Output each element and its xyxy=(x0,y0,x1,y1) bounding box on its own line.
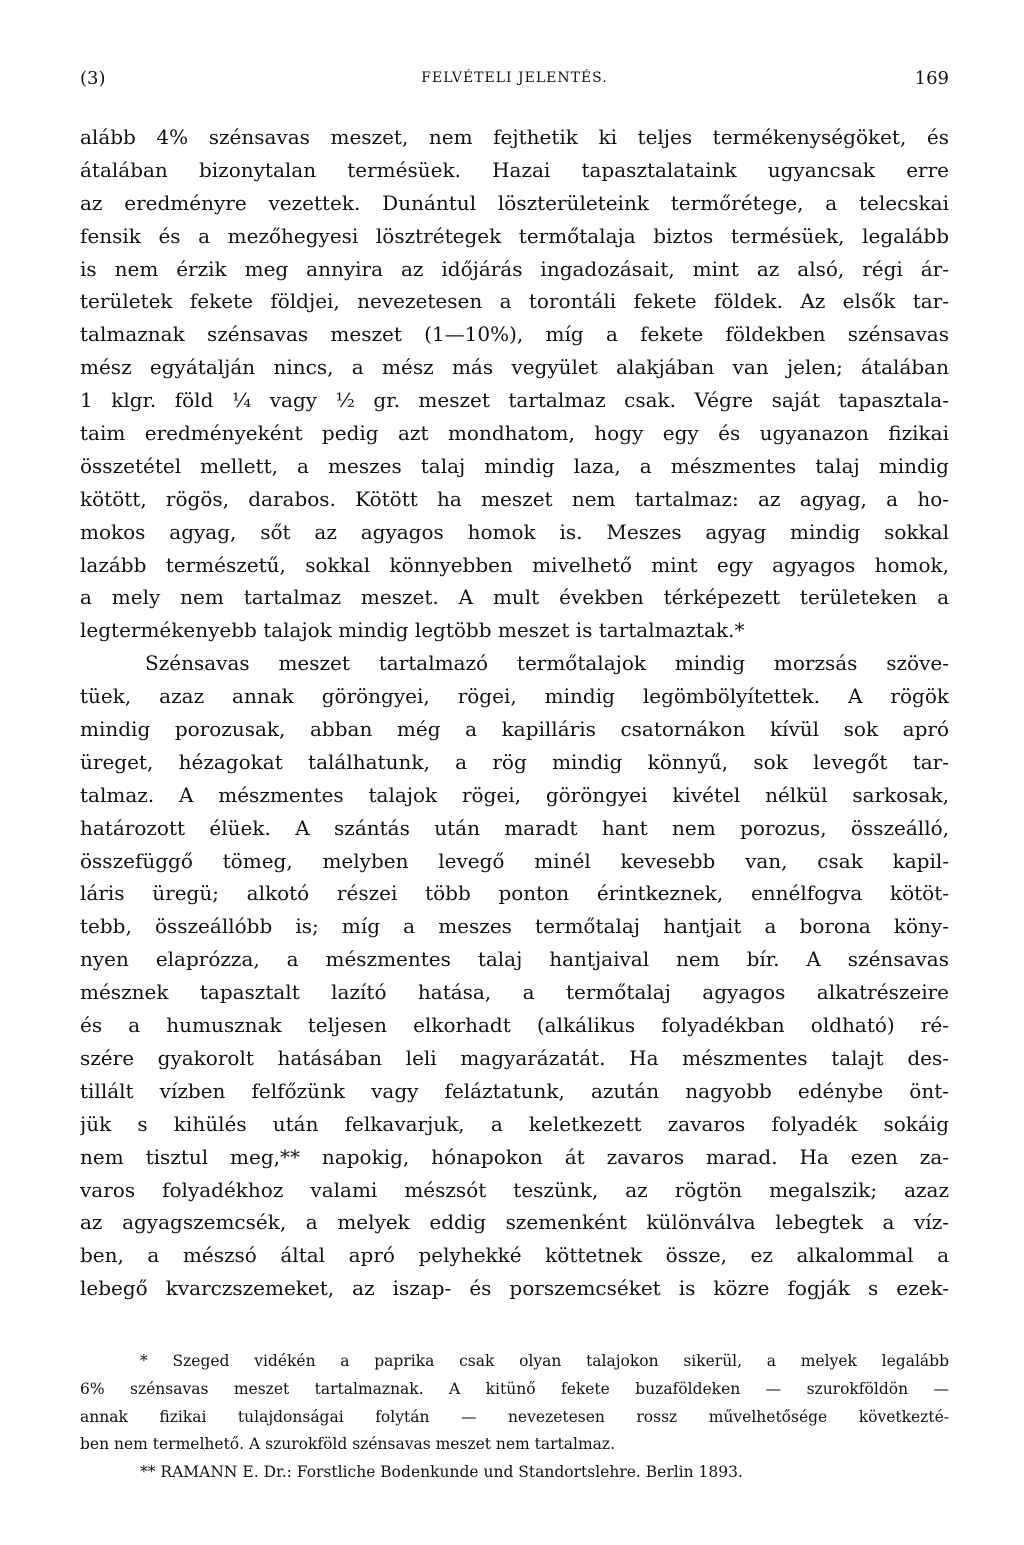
body-text xyxy=(80,121,949,1305)
text-line: varos folyadékhoz valami mészsót teszünk, az rögtön megalszik; azaz xyxy=(80,1177,949,1202)
text-line: összetétel mellett, a meszes talaj mindig laza, a mészmentes talaj mindig xyxy=(80,453,949,478)
text-line: szére gyakorolt hatásában leli magyarázatát. Ha mészmentes talajt des- xyxy=(80,1045,949,1070)
text-line: talmaznak szénsavas meszet (1—10%), míg a fekete földekben szénsavas xyxy=(80,322,949,347)
text-line: nem tisztul meg,** napokig, hónapokon át zavaros marad. Ha ezen za- xyxy=(80,1144,949,1169)
page-number: 169 xyxy=(914,68,949,89)
text-line: területek fekete földjei, nevezetesen a torontáli fekete földek. Az elsők tar- xyxy=(80,289,949,314)
text-line: átalában bizonytalan termésüek. Hazai tapasztalataink ugyancsak erre xyxy=(80,157,949,182)
text-line: nyen elaprózza, a mészmentes talaj hantjaival nem bír. A szénsavas xyxy=(80,947,949,972)
text-line: láris üregü; alkotó részei több ponton érintkeznek, ennélfogva kötöt- xyxy=(80,881,949,906)
text-line: ben, a mészsó által apró pelyhekké köttetnek össze, ez alkalommal a xyxy=(80,1243,949,1268)
text-line: üreget, hézagokat találhatunk, a rög mindig könnyű, sok levegőt tar- xyxy=(80,749,949,774)
text-line: taim eredményeként pedig azt mondhatom, hogy egy és ugyanazon fizikai xyxy=(80,421,949,446)
footnote-line: * Szeged vidékén a paprika csak olyan talajokon sikerül, a melyek legalább xyxy=(140,1352,949,1370)
running-header xyxy=(80,68,949,92)
text-line: Szénsavas meszet tartalmazó termőtalajok mindig morzsás szöve- xyxy=(145,651,949,676)
text-line: mésznek tapasztalt lazító hatása, a termőtalaj agyagos alkatrészeire xyxy=(80,980,949,1005)
text-line: tüek, azaz annak göröngyei, rögei, mindig legömbölyítettek. A rögök xyxy=(80,684,949,709)
footnote-line: ben nem termelhető. A szurokföld szénsavas meszet nem tartalmaz. xyxy=(80,1435,616,1454)
text-line: mész egyátalján nincs, a mész más vegyület alakjában van jelen; átalában xyxy=(80,355,949,380)
text-line: is nem érzik meg annyira az időjárás ingadozásait, mint az alsó, régi ár- xyxy=(80,256,949,281)
text-line: jük s kihülés után felkavarjuk, a keletkezett zavaros folyadék sokáig xyxy=(80,1111,949,1136)
text-line: talmaz. A mészmentes talajok rögei, göröngyei kivétel nélkül sarkosak, xyxy=(80,782,949,807)
section-number: (3) xyxy=(80,68,106,89)
text-line: határozott élüek. A szántás után maradt hant nem porozus, összeálló, xyxy=(80,815,949,840)
footnotes xyxy=(80,1348,949,1487)
text-line: összefüggő tömeg, melyben levegő minél kevesebb van, csak kapil- xyxy=(80,848,949,873)
text-line: alább 4% szénsavas meszet, nem fejthetik ki teljes termékenységöket, és xyxy=(80,125,949,149)
footnote-line: annak fizikai tulajdonságai folytán — nevezetesen rossz művelhetősége következté- xyxy=(80,1407,949,1426)
text-line: 1 klgr. föld ¼ vagy ½ gr. meszet tartalmaz csak. Végre saját tapasztala- xyxy=(80,388,949,413)
text-line: tebb, összeállóbb is; míg a meszes termőtalaj hantjait a borona köny- xyxy=(80,914,949,939)
text-line: lebegő kvarczszemeket, az iszap- és porszemcséket is közre fogják s ezek- xyxy=(80,1276,949,1301)
running-title: FELVÉTELI JELENTÉS. xyxy=(421,70,608,86)
text-line: az agyagszemcsék, a melyek eddig szemenként különválva lebegtek a víz- xyxy=(80,1210,949,1235)
footnote-line: 6% szénsavas meszet tartalmaznak. A kitünő fekete buzaföldeken — szurokföldön — xyxy=(80,1379,949,1398)
text-line: legtermékenyebb talajok mindig legtöbb meszet is tartalmaztak.* xyxy=(80,618,745,643)
text-line: fensik és a mezőhegyesi lösztrétegek termőtalaja biztos termésüek, legalább xyxy=(80,223,949,248)
text-line: mindig porozusak, abban még a kapilláris csatornákon kívül sok apró xyxy=(80,717,949,742)
text-line: és a humusznak teljesen elkorhadt (alkálikus folyadékban oldható) ré- xyxy=(80,1013,949,1038)
text-line: lazább természetű, sokkal könnyebben mivelhető mint egy agyagos homok, xyxy=(80,552,949,577)
text-line: tillált vízben felfőzünk vagy feláztatunk, azután nagyobb edénybe önt- xyxy=(80,1078,949,1103)
text-line: a mely nem tartalmaz meszet. A mult években térképezett területeken a xyxy=(80,585,949,610)
text-line: mokos agyag, sőt az agyagos homok is. Meszes agyag mindig sokkal xyxy=(80,519,949,544)
text-line: kötött, rögös, darabos. Kötött ha meszet nem tartalmaz: az agyag, a ho- xyxy=(80,486,949,511)
footnote-line: ** RAMANN E. Dr.: Forstliche Bodenkunde und Standortslehre. Berlin 1893. xyxy=(140,1463,743,1482)
text-line: az eredményre vezettek. Dunántul löszterületeink termőrétege, a telecskai xyxy=(80,190,949,215)
